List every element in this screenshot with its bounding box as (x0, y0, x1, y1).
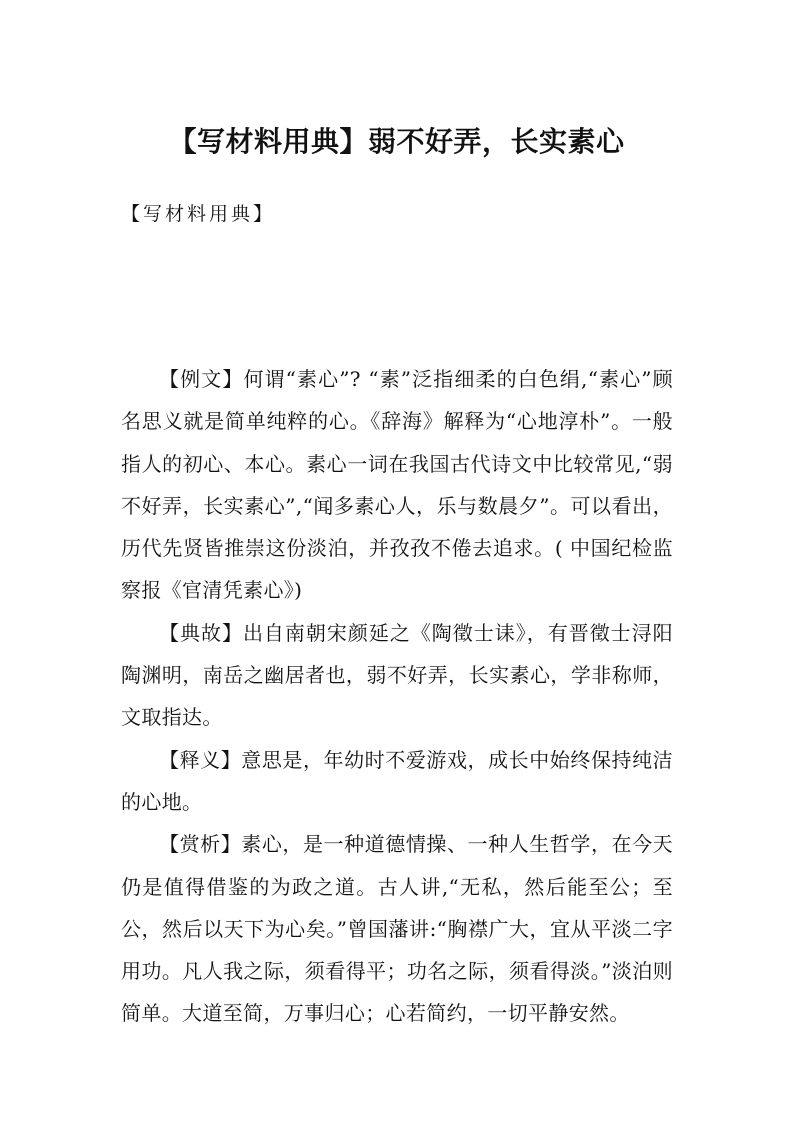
paragraph-appreciation: 【赏析】素心，是一种道德情操、一种人生哲学，在今天仍是值得借鉴的为政之道。古人讲,“无私，然后能至公；至公，然后以天下为心矣。”曾国藩讲:“胸襟广大，宜从平淡二字用功。凡人我之际，须看得平；功名之际，须看得淡。”淡泊则简单。大道至简，万事归心；心若简约，一切平静安然。 (121, 832, 673, 1026)
paragraph-allusion: 【典故】出自南朝宋颜延之《陶徵士诔》，有晋徵士浔阳陶渊明，南岳之幽居者也，弱不好弄，长实素心，学非称师，文取指达。 (121, 620, 673, 730)
paragraph-example: 【例文】何谓“素心”? “素”泛指细柔的白色绢,“素心”顾名思义就是简单纯粹的心。《辞海》解释为“心地淳朴”。一般指人的初心、本心。素心一词在我国古代诗文中比较常见,“弱不好弄，长实素心”,“闻多素心人，乐与数晨夕”。可以看出，历代先贤皆推崇这份淡泊，并孜孜不倦去追求。( 中国纪检监察报《官清凭素心》) (121, 367, 673, 603)
document-body (121, 358, 673, 1035)
paragraph-meaning: 【释义】意思是，年幼时不爱游戏，成长中始终保持纯洁的心地。 (121, 747, 673, 814)
document-title: 【写材料用典】弱不好弄，长实素心 (168, 125, 625, 158)
document-subtitle: 【写材料用典】 (121, 203, 276, 225)
